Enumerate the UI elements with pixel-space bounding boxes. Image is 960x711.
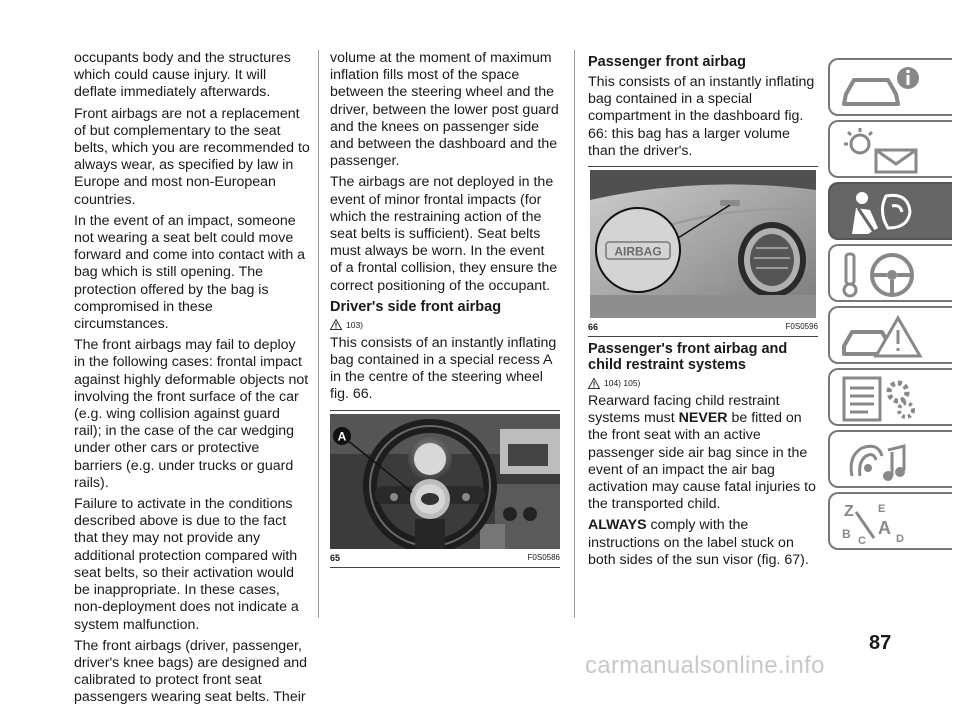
emergency-icon — [838, 312, 928, 362]
airbag-label: AIRBAG — [614, 244, 662, 259]
paragraph — [588, 393, 818, 513]
paragraph: The front airbags may fail to deploy in the following cases: frontal impact against highly deformable objects not involving the front surface of the car (e.g. wing collision against guard rail); in the case of the car wedging under other cars or protective barriers (e.g. under trucks or guard rails). — [74, 337, 309, 491]
section-heading: Passenger front airbag — [588, 54, 746, 70]
figure-code: F0S0586 — [527, 552, 560, 562]
callout-label: A — [337, 429, 347, 444]
warning-lights-icon — [838, 126, 928, 176]
paragraph: volume at the moment of maximum inflation fills most of the space between the steering wheel and the driver, between the lower post guard and the knees on passenger side and between the dashboard and the passenger. — [330, 50, 559, 170]
warning-triangle-icon — [588, 378, 600, 389]
multimedia-icon — [838, 436, 928, 486]
emphasis: ALWAYS — [588, 517, 647, 534]
svg-text:A: A — [878, 518, 891, 538]
warning-number: 103) — [346, 319, 364, 330]
column-1 — [74, 50, 310, 711]
svg-text:D: D — [896, 533, 904, 545]
paragraph: Failure to activate in the conditions described above is due to the fact that they may not provide any additional protection compared with seat belts, so their activation would be inappropriate. In these cases, non-deployment does not indicate a system malfunction. — [74, 496, 299, 633]
steering-key-icon — [838, 250, 928, 300]
index-icon — [838, 498, 928, 548]
text-run: Rearward facing child restraint systems must — [588, 393, 780, 427]
figure-number: 65 — [330, 552, 341, 563]
figure-caption — [330, 549, 560, 567]
paragraph: The front airbags (driver, passenger, driver's knee bags) are designed and calibrated to protect front seat passengers wearing seat belts. Their — [74, 637, 308, 706]
figure-number: 66 — [588, 322, 599, 333]
paragraph: This consists of an instantly inflating bag contained in a special recess A in the centre of the steering wheel fig. 66. — [330, 334, 557, 403]
paragraph: Front airbags are not a replacement of but complementary to the seat belts, which you are recommended to always wear, as specified by law in Europe and most non-European countries. — [74, 105, 310, 208]
section-heading: Driver's side front airbag — [330, 298, 502, 315]
watermark: carmanualsonline.info — [585, 652, 825, 679]
column-divider — [574, 50, 575, 618]
tab-warning-lights[interactable] — [828, 120, 952, 178]
warning-number: 104) 105) — [604, 378, 641, 389]
tab-emergency[interactable] — [828, 306, 952, 364]
tab-safety[interactable] — [828, 182, 952, 240]
text-run: comply with the instructions on the label stuck on both sides of the sun visor (fig. 67). — [588, 517, 809, 568]
dashboard-airbag-photo — [588, 170, 818, 318]
figure-caption — [588, 318, 818, 336]
svg-text:B: B — [842, 527, 851, 541]
tab-index[interactable] — [828, 492, 952, 550]
column-divider — [318, 50, 319, 618]
warning-reference[interactable] — [588, 377, 818, 389]
steering-wheel-photo — [330, 414, 560, 549]
emphasis: NEVER — [678, 410, 728, 427]
column-3 — [588, 50, 818, 573]
paragraph: In the event of an impact, someone not wearing a seat belt could move forward and come into contact with a bag which is still opening. The protection offered by the bag is compromised in these circumstances. — [74, 212, 306, 333]
paragraph: occupants body and the structures which could cause injury. It will deflate immediately afterwards. — [74, 50, 291, 101]
tab-multimedia[interactable] — [828, 430, 952, 488]
figure-code: F0S0596 — [785, 322, 818, 332]
chapter-tabs — [828, 58, 956, 554]
warning-reference[interactable] — [330, 319, 560, 331]
tab-starting-driving[interactable] — [828, 244, 952, 302]
paragraph — [588, 517, 818, 569]
tab-maintenance[interactable] — [828, 368, 952, 426]
warning-triangle-icon — [330, 319, 342, 330]
svg-text:E: E — [878, 503, 886, 515]
svg-text:Z: Z — [844, 503, 854, 520]
paragraph: The airbags are not deployed in the event of minor frontal impacts (for which the restraining action of the seat belts is sufficient). Seat belts must always be worn. In the event of a frontal collision, they ensure the correct positioning of the occupant. — [330, 174, 558, 294]
text-run: be fitted on the front seat with an active passenger side air bag since in the event of an impact the air bag activation may cause fatal injuries to the transported child. — [588, 410, 816, 513]
section-heading: Passenger's front airbag and child restraint systems — [588, 341, 788, 374]
car-info-icon — [838, 64, 928, 114]
figure-passenger-airbag — [588, 166, 818, 337]
column-2 — [330, 50, 560, 572]
page-number: 87 — [869, 632, 892, 654]
safety-airbag-icon — [838, 188, 928, 238]
svg-text:500: 500 — [690, 269, 725, 291]
svg-text:C: C — [858, 535, 866, 547]
maintenance-icon — [838, 374, 928, 424]
figure-steering-wheel — [330, 410, 560, 568]
paragraph: This consists of an instantly inflating bag contained in a special compartment in the dashboard fig. 66: this bag has a larger volume than the driver's. — [588, 74, 815, 159]
tab-car-info[interactable] — [828, 58, 952, 116]
